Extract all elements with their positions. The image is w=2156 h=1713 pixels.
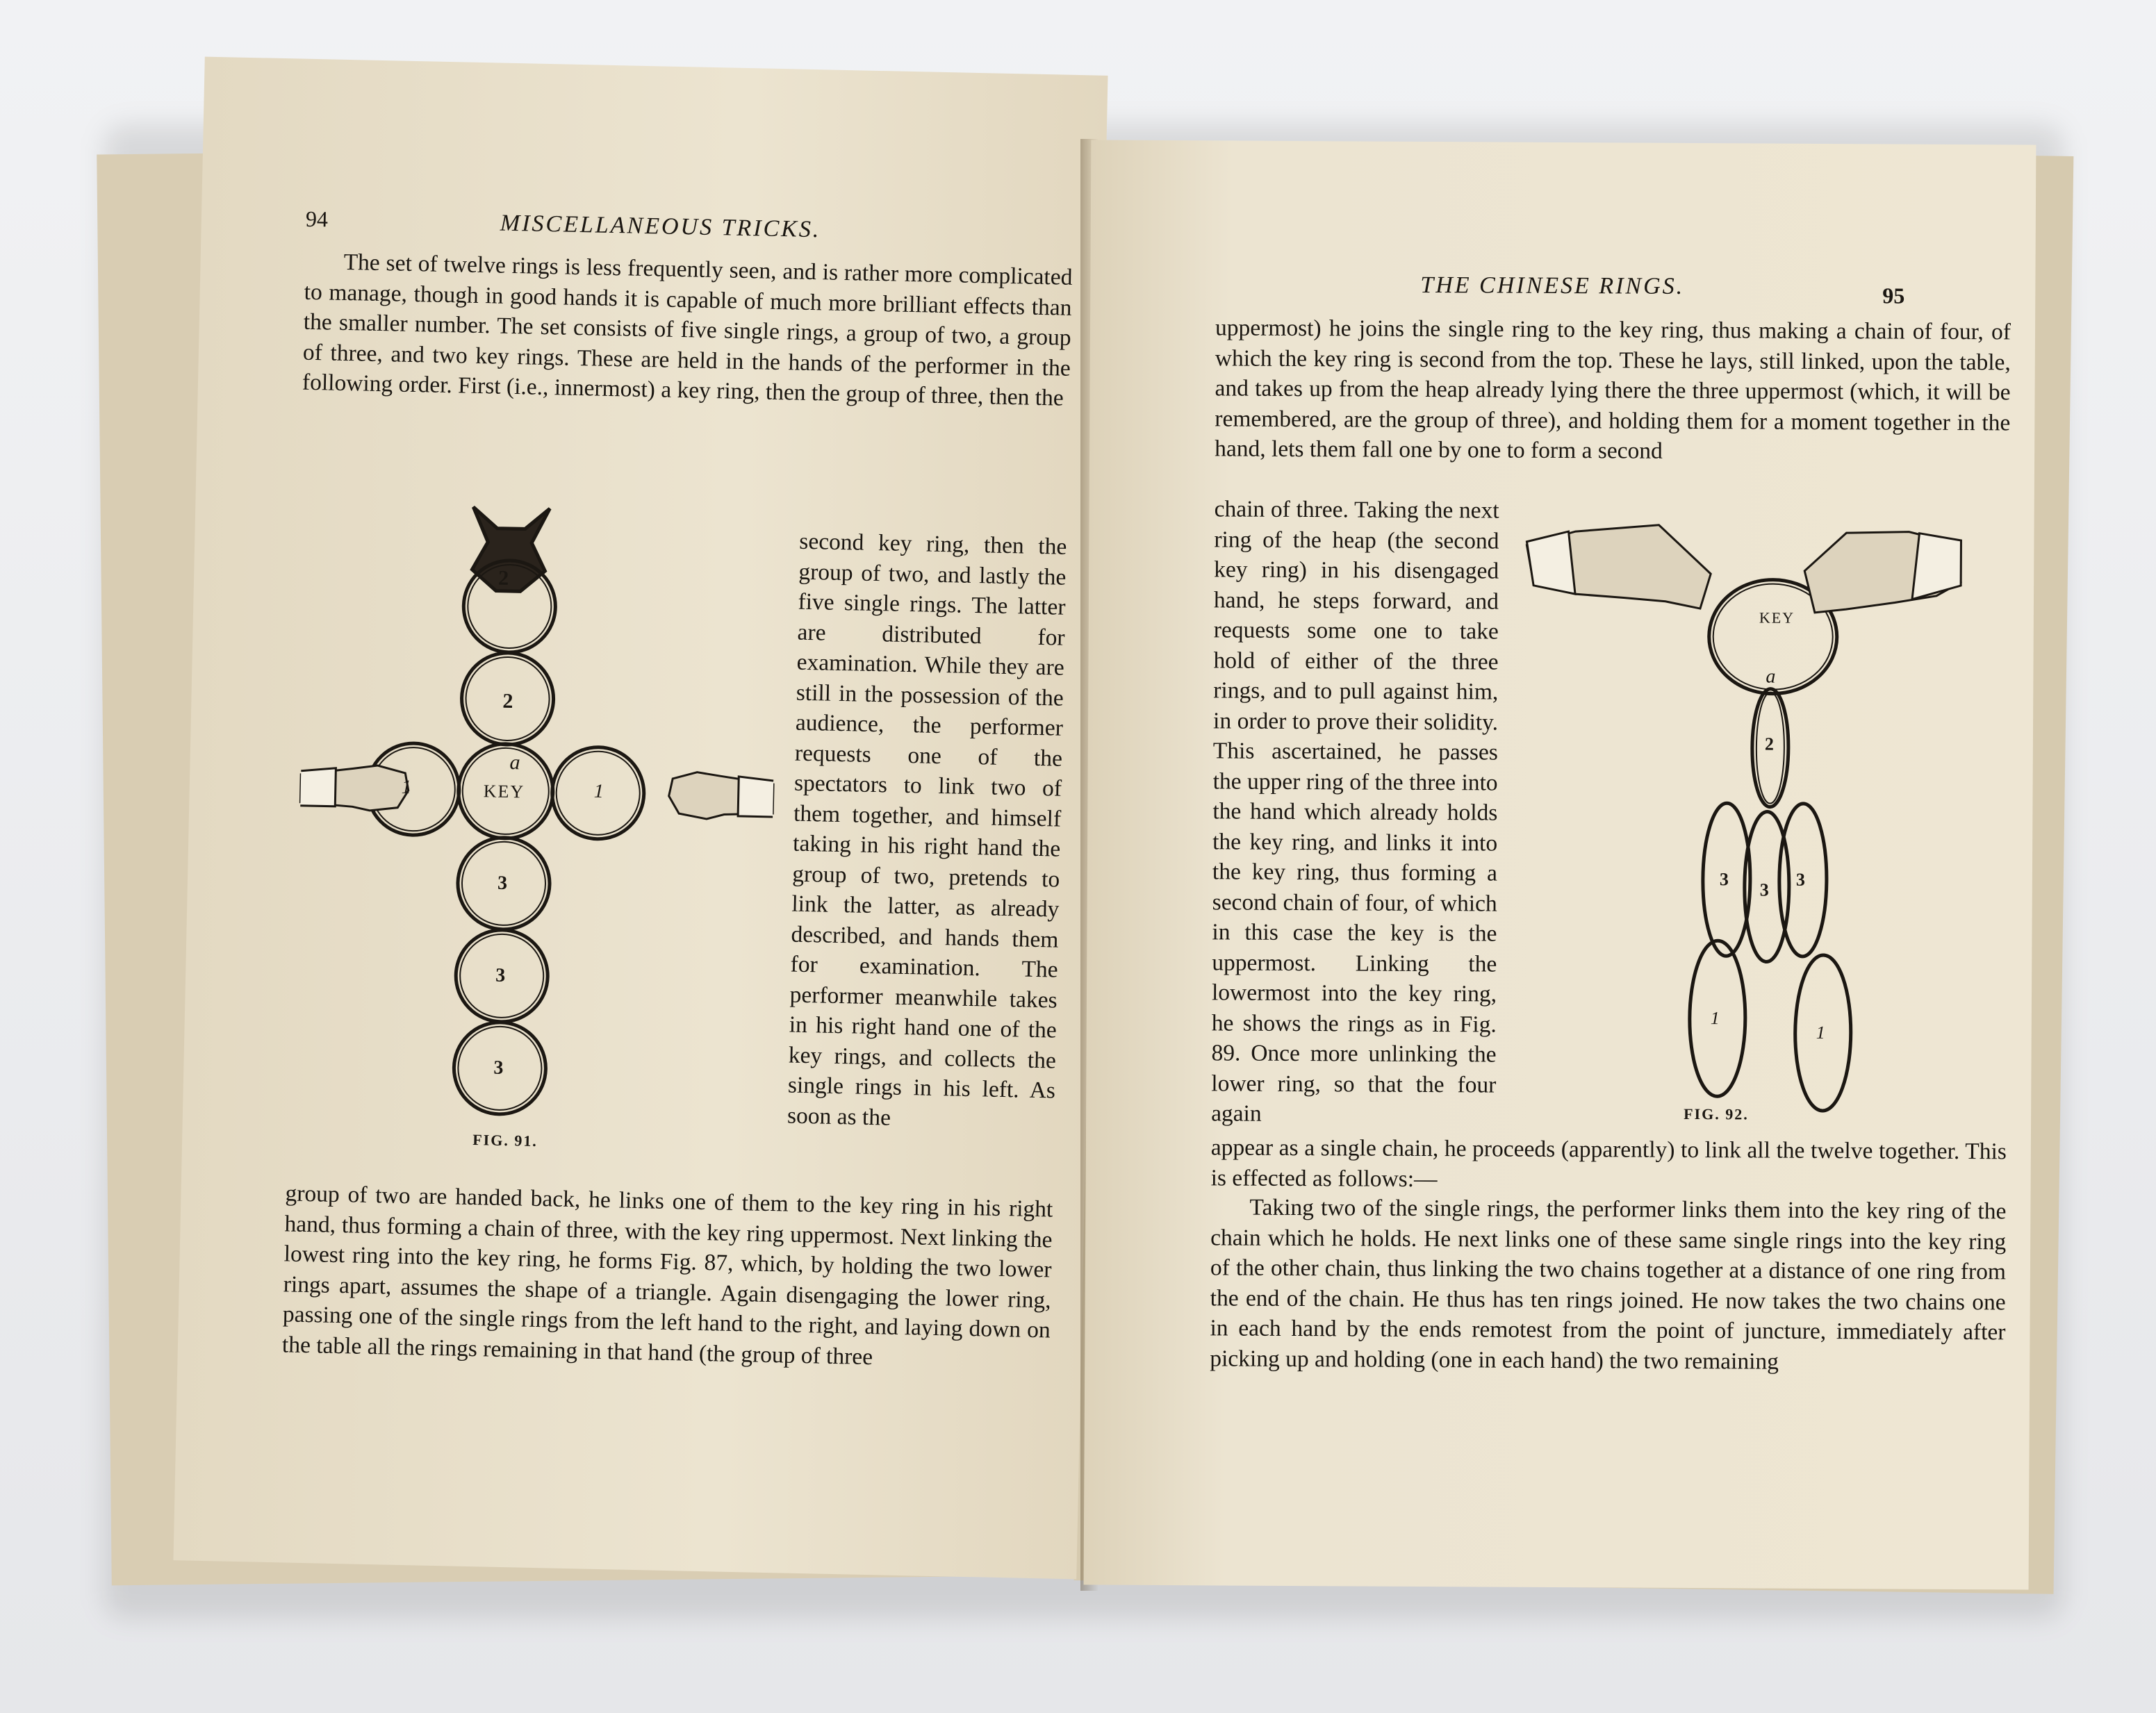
ring-lower-3-label: 3 <box>493 1057 504 1079</box>
ring-left-label: 1 <box>401 776 412 799</box>
ring-lower-2-label: 3 <box>495 964 506 986</box>
figure-91-illustration <box>286 490 787 1194</box>
ring-left-1-label: 1 <box>1710 1008 1720 1029</box>
ring-right-1-label: 1 <box>1816 1022 1825 1043</box>
ring-lower-1-label: 3 <box>497 872 508 894</box>
running-head: MISCELLANEOUS TRICKS. <box>500 210 821 243</box>
key-label: KEY <box>1759 609 1795 627</box>
key-letter: a <box>1766 665 1776 688</box>
demon-head-icon <box>472 507 550 592</box>
text-column-left: chain of three. Taking the next ring of the heap (the second key ring) in his disengaged hand, he steps forward, and requests some one to take hold of either of the three rings, and to pull against him, in order to prove their solidity. This ascertained, he passes the upper ring of the three into the hand which already holds the key ring, and links it into the key ring, thus forming a second chain of four, of which in this case the key is the uppermost. Linking the lowermost into the key ring, he shows the rings as in Fig. 89. Once more unlinking the lower ring, so that the four again <box>1211 496 1499 1127</box>
ring-top-label: 2 <box>497 566 509 590</box>
left-hand-icon <box>1527 524 1711 609</box>
figure-caption: FIG. 92. <box>1684 1104 1749 1123</box>
right-hand-icon <box>1804 531 1961 613</box>
left-hand-icon <box>300 764 409 811</box>
text-column-right: second key ring, then the group of two, and lastly the five single rings. The latter are distributed for examination. While they are still in the possession of the audience, the performer requests one of the spectators to link two of them together, and himself taking in his right hand the group of two, pretends to link the latter, as already described, and hands them for examination. The performer meanwhile takes in his right hand one of the key rings, and collects the single rings in his left. As soon as the <box>787 528 1067 1131</box>
page-number: 95 <box>1882 283 1905 308</box>
page-number: 94 <box>305 206 329 232</box>
right-hand-icon <box>668 772 773 820</box>
ring-right-3-label: 3 <box>1795 869 1805 890</box>
running-head: THE CHINESE RINGS. <box>1420 272 1685 299</box>
ring-mid-label: 2 <box>1764 734 1774 754</box>
right-page <box>1084 140 2036 1589</box>
ring-center-3-label: 3 <box>1759 879 1769 900</box>
figure-caption: FIG. 91. <box>472 1131 538 1150</box>
figure-92-illustration <box>1517 504 1965 1131</box>
paragraph-top: The set of twelve rings is less frequently seen, and is rather more complicated to manage, though in good hands it is capable of much more brilliant effects than the smaller number. The set consists of five single rings, a group of two, a group of three, and two key rings. These are held in the hands of the performer in the following order. First (i.e., innermost) a key ring, then the group of three, then the <box>302 249 1073 411</box>
ring-left-3-label: 3 <box>1719 869 1729 890</box>
paragraph-mid: appear as a single chain, he proceeds (apparently) to link all the twelve together. This is effected as follows:— <box>1210 1134 2007 1192</box>
ring-key-label: KEY <box>483 781 525 802</box>
left-page <box>173 57 1108 1580</box>
paragraph-top: uppermost) he joins the single ring to the key ring, thus making a chain of four, of which the key ring is second from the top. These he lays, still linked, upon the table, and takes up from the heap already lying there the three uppermost (which, it will be remembered, are the group of three), and holding them for a moment together in the hand, lets them fall one by one to form a second <box>1215 315 2011 464</box>
ring-right-label: 1 <box>593 780 604 802</box>
paragraph-bottom: group of two are handed back, he links one of them to the key ring in his right hand, thus forming a chain of three, with the key ring uppermost. Next linking the lowest ring into the key ring, he forms Fig. 87, which, by holding the two lower rings apart, assumes the shape of a triangle. Again disengaging the lower ring, passing one of the single rings from the left hand to the right, and laying down on the table all the rings remaining in that hand (the group of three <box>281 1180 1053 1370</box>
ring-upper-label: 2 <box>502 689 513 713</box>
paragraph-bottom: Taking two of the single rings, the performer links them into the key ring of the chain which he holds. He next links one of these same single rings into the key ring of the other chain, thus linking the two chains together at a distance of one ring from the end of the chain. He thus has ten rings joined. He now takes the two chains one in each hand by the ends remotest from the point of juncture, immediately after picking up and holding (one in each hand) the two remaining <box>1210 1194 2007 1375</box>
ring-key-letter: a <box>509 751 520 775</box>
